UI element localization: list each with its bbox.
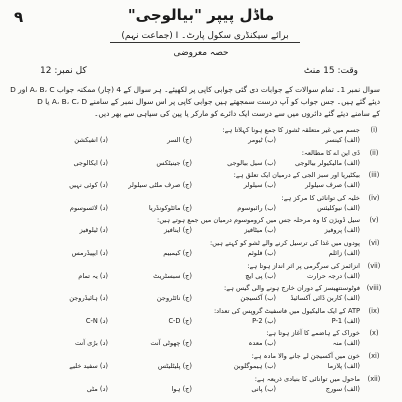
question-stem: ماحول میں توانائی کا بنیادی ذریعہ ہے: [254, 374, 360, 383]
instruction-line: دیئے گئے ہیں۔ جس جواب کو آپ درست سمجھتے ہیں جوابی کاپی پر اس سوال نمبر کے سامنے A، B، C، D یا D [37, 97, 380, 106]
question-options [34, 249, 360, 259]
answer-option: (ب) ٹیومر [248, 136, 276, 144]
answer-option: (ج) السر [167, 136, 192, 144]
question-number: (i) [370, 126, 378, 134]
answer-option: (الف) پلازما [327, 362, 360, 370]
answer-option: (الف) زائلم [328, 249, 360, 257]
answer-option: (د) ایکالوجی [73, 158, 108, 167]
answer-option: (ج) ہوا [171, 384, 192, 393]
answer-option: (ب) پی ایچ [245, 271, 276, 280]
question-options [34, 136, 360, 146]
question-number: (v) [369, 216, 379, 225]
paper-subtitle: برائے سیکنڈری سکول پارٹ۔ I (جماعت نہم) [110, 31, 300, 43]
question-stem: خوراک کے ہاضمے کا آغاز ہوتا ہے: [266, 329, 360, 338]
question-item [30, 194, 382, 216]
question-options [34, 226, 360, 236]
answer-option: (د) ایپیڈرمس [71, 249, 108, 257]
answer-option: (ج) چھوٹی آنت [150, 339, 192, 348]
question-stem: ATP کے ایک مالیکیول میں فاسفیٹ گروپس کی تعداد: [213, 306, 360, 315]
answer-option: (ج) کیمبیم [163, 249, 192, 257]
question-options [34, 317, 360, 327]
answer-option: (د) بڑی آنت [74, 339, 108, 348]
answer-option: (ج) مائٹوکونڈریا [148, 203, 192, 212]
answer-option: (ج) نائٹروجن [156, 294, 192, 303]
answer-option: (ج) سبسٹریٹ [153, 271, 192, 280]
answer-option: (الف) پروفیز [324, 226, 360, 235]
question-item [30, 329, 382, 351]
answer-option: (د) مٹی [86, 384, 108, 393]
answer-option: (ب) رائبوسوم [237, 203, 276, 212]
question-stem: خون میں آکسیجن لے جانے والا مادہ ہے: [251, 352, 360, 360]
question-options [34, 181, 360, 191]
answer-option: (ب) پانی [251, 384, 276, 393]
question-options [34, 385, 360, 395]
question-item [30, 352, 382, 374]
question-number: (xii) [367, 374, 381, 383]
question-stem: انزائمز کی سرگرمی پر اثر انداز ہوتا ہے: [247, 261, 360, 270]
answer-option: (الف) مالیکیولر بیالوجی [294, 158, 360, 167]
answer-option: (د) ہائیڈروجن [69, 294, 108, 303]
question-number: (iv) [368, 193, 380, 202]
question-item [30, 262, 382, 284]
question-number: (ix) [368, 306, 380, 315]
question-stem: فوٹوسنتھیسز کے دوران خارج ہونے والی گیس ہے: [223, 284, 360, 293]
answer-option: (ب) سیل بیالوجی [227, 158, 276, 167]
question-stem: سیل ڈویژن کا وہ مرحلہ جس میں کروموسوم درمیان میں جمع ہوتے ہیں: [156, 216, 360, 225]
answer-option: (د) ٹیلوفیز [79, 226, 108, 235]
answer-option: (الف) سورج [325, 384, 360, 393]
question-item [30, 307, 382, 329]
question-options [34, 272, 360, 282]
question-item [30, 284, 382, 306]
question-stem: جسم میں غیر متعلقہ ٹشوز کا جمع ہونا کہلاتا ہے: [222, 126, 360, 134]
question-stem: بیکٹیریا اور سبز الجی کے درمیان ایک تعلق ہے: [233, 171, 360, 180]
answer-option: (ب) سیلولر [243, 181, 276, 190]
question-number: (vi) [368, 239, 380, 247]
answer-option: (ج) پلیٹلیٹس [157, 362, 192, 370]
question-options [34, 159, 360, 169]
question-number: (iii) [368, 171, 380, 180]
instruction-line: سوال نمبر 1۔ تمام سوالات کے جوابات دی گئی جوابی کاپی پر لکھیئے۔ ہر سوال کے 4 (چار) ممکنہ جواب A، B، C اور D [10, 85, 380, 94]
answer-option: (د) یہ تمام [78, 271, 108, 280]
question-options [34, 204, 360, 214]
question-number: (vii) [367, 261, 381, 270]
answer-option: (د) انفیکشن [74, 136, 108, 144]
answer-option: (الف) کینسر [325, 136, 360, 144]
answer-option: (الف) نیوکلیئس [317, 203, 360, 212]
question-item [30, 239, 382, 261]
section-heading: حصہ معروضی [173, 48, 229, 58]
answer-option: (ج) اینافیز [164, 226, 192, 235]
answer-option: (ب) P-2 [252, 316, 276, 325]
answer-option: (ب) فلوئم [247, 249, 276, 257]
page-number: ۹ [14, 8, 24, 26]
question-options [34, 339, 360, 349]
question-options [34, 294, 360, 304]
question-item [30, 171, 382, 193]
question-number: (viii) [366, 284, 382, 293]
answer-option: (د) سفید خلیے [69, 362, 108, 370]
answer-option: (ج) C-D [168, 316, 192, 325]
question-stem: ڈی این اے کا مطالعہ: [301, 148, 360, 157]
answer-option: (د) C-N [85, 316, 108, 325]
answer-option: (الف) درجہ حرارت [306, 271, 360, 280]
answer-option: (ب) میٹافیز [244, 226, 276, 235]
answer-option: (الف) P-1 [331, 316, 360, 325]
question-item [30, 149, 382, 171]
answer-option: (الف) صرف سیلولر [305, 181, 360, 190]
answer-option: (الف) منہ [332, 339, 360, 348]
question-number: (xi) [368, 352, 380, 360]
question-stem: خلیہ کی توانائی کا مرکز ہے: [281, 193, 360, 202]
question-number: (ii) [369, 148, 379, 157]
question-options [34, 362, 360, 372]
total-marks: کل نمبر: 12 [40, 66, 87, 76]
question-item [30, 375, 382, 397]
question-stem: پودوں میں غذا کی ترسیل کرنے والے ٹشو کو کہتے ہیں: [209, 239, 360, 247]
answer-option: (ب) معدہ [248, 339, 276, 348]
answer-option: (ب) ہیموگلوبن [233, 362, 276, 370]
instruction-line: کے سامنے دیئے گئے دائروں میں سے درست ایک دائرے کو مارکر یا پین کی سیاہی سے بھر دیں۔ [94, 109, 380, 118]
answer-option: (د) کوئی نہیں [69, 181, 108, 190]
paper-title: ماڈل پیپر "بیالوجی" [127, 6, 275, 24]
answer-option: (الف) کاربن ڈائی آکسائیڈ [290, 294, 360, 303]
answer-option: (ج) صرف ملٹی سیلولر [128, 181, 192, 190]
question-item [30, 216, 382, 238]
answer-option: (ب) آکسیجن [240, 294, 276, 303]
answer-option: (ج) جینیٹکس [156, 158, 192, 167]
time-allowed: وقت: 15 منٹ [303, 66, 358, 76]
answer-option: (د) لائسوسوم [69, 203, 108, 212]
question-item [30, 126, 382, 148]
question-number: (x) [369, 329, 379, 338]
